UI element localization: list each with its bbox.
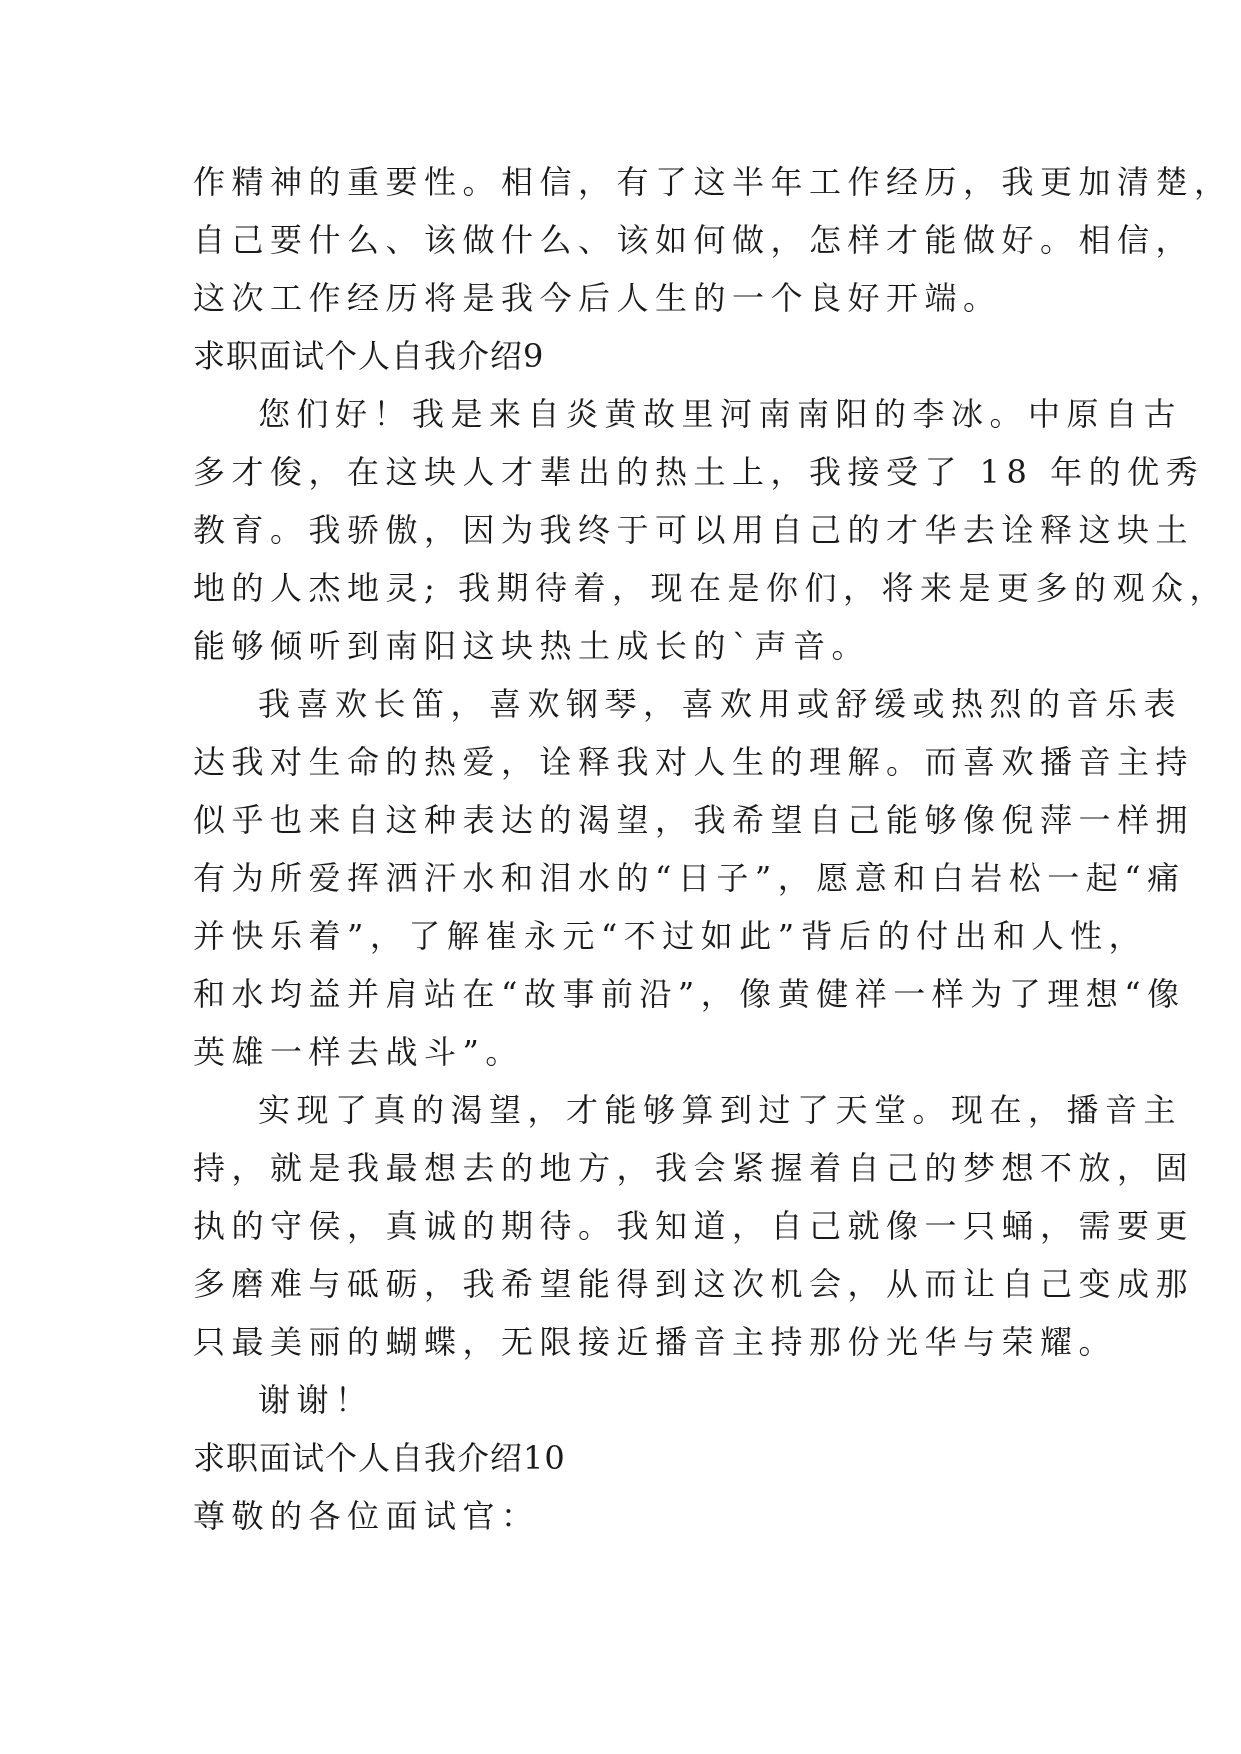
text-line: 这次工作经历将是我今后人生的一个良好开端。 bbox=[193, 279, 1002, 317]
text-line: 达我对生命的热爱，诠释我对人生的理解。而喜欢播音主持 bbox=[193, 743, 1195, 781]
text-line: 尊敬的各位面试官： bbox=[193, 1497, 540, 1535]
text-line: 持，就是我最想去的地方，我会紧握着自己的梦想不放，固 bbox=[193, 1149, 1195, 1187]
text-line: 能够倾听到南阳这块热土成长的`声音。 bbox=[193, 627, 871, 665]
text-line: 我喜欢长笛，喜欢钢琴，喜欢用或舒缓或热烈的音乐表 bbox=[258, 685, 1183, 723]
section-heading: 求职面试个人自我介绍9 bbox=[193, 337, 545, 375]
text-line: 教育。我骄傲，因为我终于可以用自己的才华去诠释这块土 bbox=[193, 511, 1195, 549]
text-line: 和水均益并肩站在“故事前沿”，像黄健祥一样为了理想“像 bbox=[193, 975, 1186, 1013]
text-line: 似乎也来自这种表达的渴望，我希望自己能够像倪萍一样拥 bbox=[193, 801, 1195, 839]
text-line: 自己要什么、该做什么、该如何做，怎样才能做好。相信， bbox=[193, 221, 1195, 259]
text-line: 并快乐着”，了解崔永元“不过如此”背后的付出和人性， bbox=[193, 917, 1148, 955]
text-line: 多才俊，在这块人才辈出的热土上，我接受了 18 年的优秀 bbox=[193, 453, 1205, 491]
text-line: 执的守侯，真诚的期待。我知道，自己就像一只蛹，需要更 bbox=[193, 1207, 1195, 1245]
text-line: 英雄一样去战斗”。 bbox=[193, 1033, 524, 1071]
text-line: 有为所爱挥洒汗水和泪水的“日子”，愿意和白岩松一起“痛 bbox=[193, 859, 1186, 897]
text-line: 谢谢！ bbox=[258, 1381, 374, 1419]
text-line: 您们好！我是来自炎黄故里河南南阳的李冰。中原自古 bbox=[258, 395, 1183, 433]
text-line: 实现了真的渴望，才能够算到过了天堂。现在，播音主 bbox=[258, 1091, 1183, 1129]
section-heading: 求职面试个人自我介绍10 bbox=[193, 1439, 566, 1477]
text-line: 只最美丽的蝴蝶，无限接近播音主持那份光华与荣耀。 bbox=[193, 1323, 1118, 1361]
text-line: 多磨难与砥砺，我希望能得到这次机会，从而让自己变成那 bbox=[193, 1265, 1195, 1303]
text-line: 地的人杰地灵; 我期待着，现在是你们，将来是更多的观众， bbox=[193, 569, 1228, 607]
text-line: 作精神的重要性。相信，有了这半年工作经历，我更加清楚， bbox=[193, 163, 1233, 201]
